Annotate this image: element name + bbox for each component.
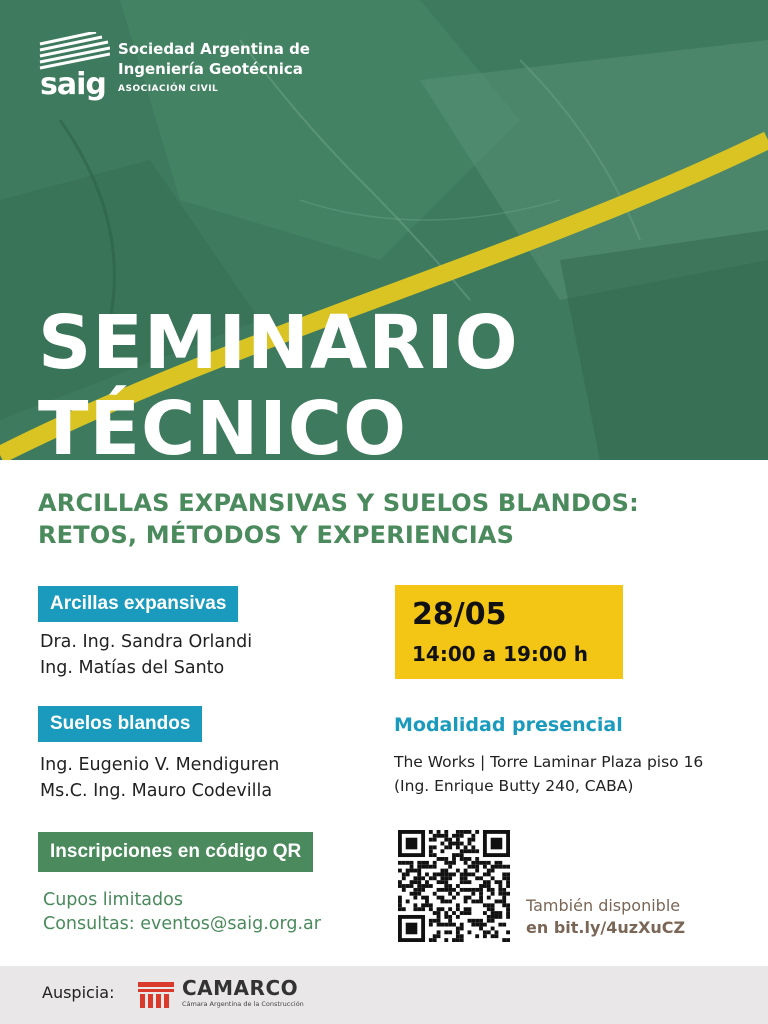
short-link[interactable]: en bit.ly/4uzXuCZ (526, 918, 686, 937)
event-modality: Modalidad presencial (394, 714, 623, 736)
venue-line2: (Ing. Enrique Butty 240, CABA) (394, 777, 634, 795)
event-time: 14:00 a 19:00 h (412, 642, 588, 666)
saig-logo (38, 32, 310, 102)
also-available (526, 895, 685, 939)
subtitle-line1: ARCILLAS EXPANSIVAS Y SUELOS BLANDOS: (38, 489, 639, 517)
qr-code-icon[interactable] (398, 830, 510, 942)
sponsor-full-name: Cámara Argentina de la Construcción (182, 1000, 304, 1008)
seminar-subtitle (38, 487, 738, 551)
speaker-name: Ing. Eugenio V. Mendiguren (40, 755, 280, 775)
event-date: 28/05 (412, 597, 507, 632)
saig-acronym: saig (40, 67, 106, 102)
organization-name-line1: Sociedad Argentina de (118, 40, 310, 58)
saig-logo-mark-icon (38, 32, 110, 70)
topic-tag-arcillas: Arcillas expansivas (38, 586, 238, 622)
limited-spots-text: Cupos limitados (43, 890, 183, 910)
contact-email[interactable]: Consultas: eventos@saig.org.ar (43, 914, 321, 934)
speaker-name: Dra. Ing. Sandra Orlandi (40, 632, 253, 652)
also-available-text: También disponible (526, 896, 681, 915)
organization-name-line2: Ingeniería Geotécnica (118, 60, 303, 78)
organization-subtitle: ASOCIACIÓN CIVIL (118, 84, 219, 94)
footer (0, 966, 768, 1024)
title-line1: SEMINARIO (38, 300, 519, 386)
title-line2: TÉCNICO (38, 386, 408, 460)
topic-tag-suelos: Suelos blandos (38, 706, 202, 742)
sponsor-name: CAMARCO (182, 976, 299, 1000)
date-badge (395, 585, 623, 679)
speaker-name: Ms.C. Ing. Mauro Codevilla (40, 781, 273, 801)
event-venue (394, 750, 703, 798)
venue-line1: The Works | Torre Laminar Plaza piso 16 (394, 753, 704, 771)
speakers-arcillas (40, 629, 252, 681)
hero-banner (0, 0, 768, 460)
camarco-logo-icon (136, 980, 176, 1010)
subtitle-line2: RETOS, MÉTODOS Y EXPERIENCIAS (38, 521, 515, 549)
speaker-name: Ing. Matías del Santo (40, 658, 225, 678)
speakers-suelos (40, 752, 279, 804)
registration-tag: Inscripciones en código QR (38, 832, 313, 872)
sponsor-label: Auspicia: (42, 983, 115, 1002)
contact-info (43, 888, 321, 936)
